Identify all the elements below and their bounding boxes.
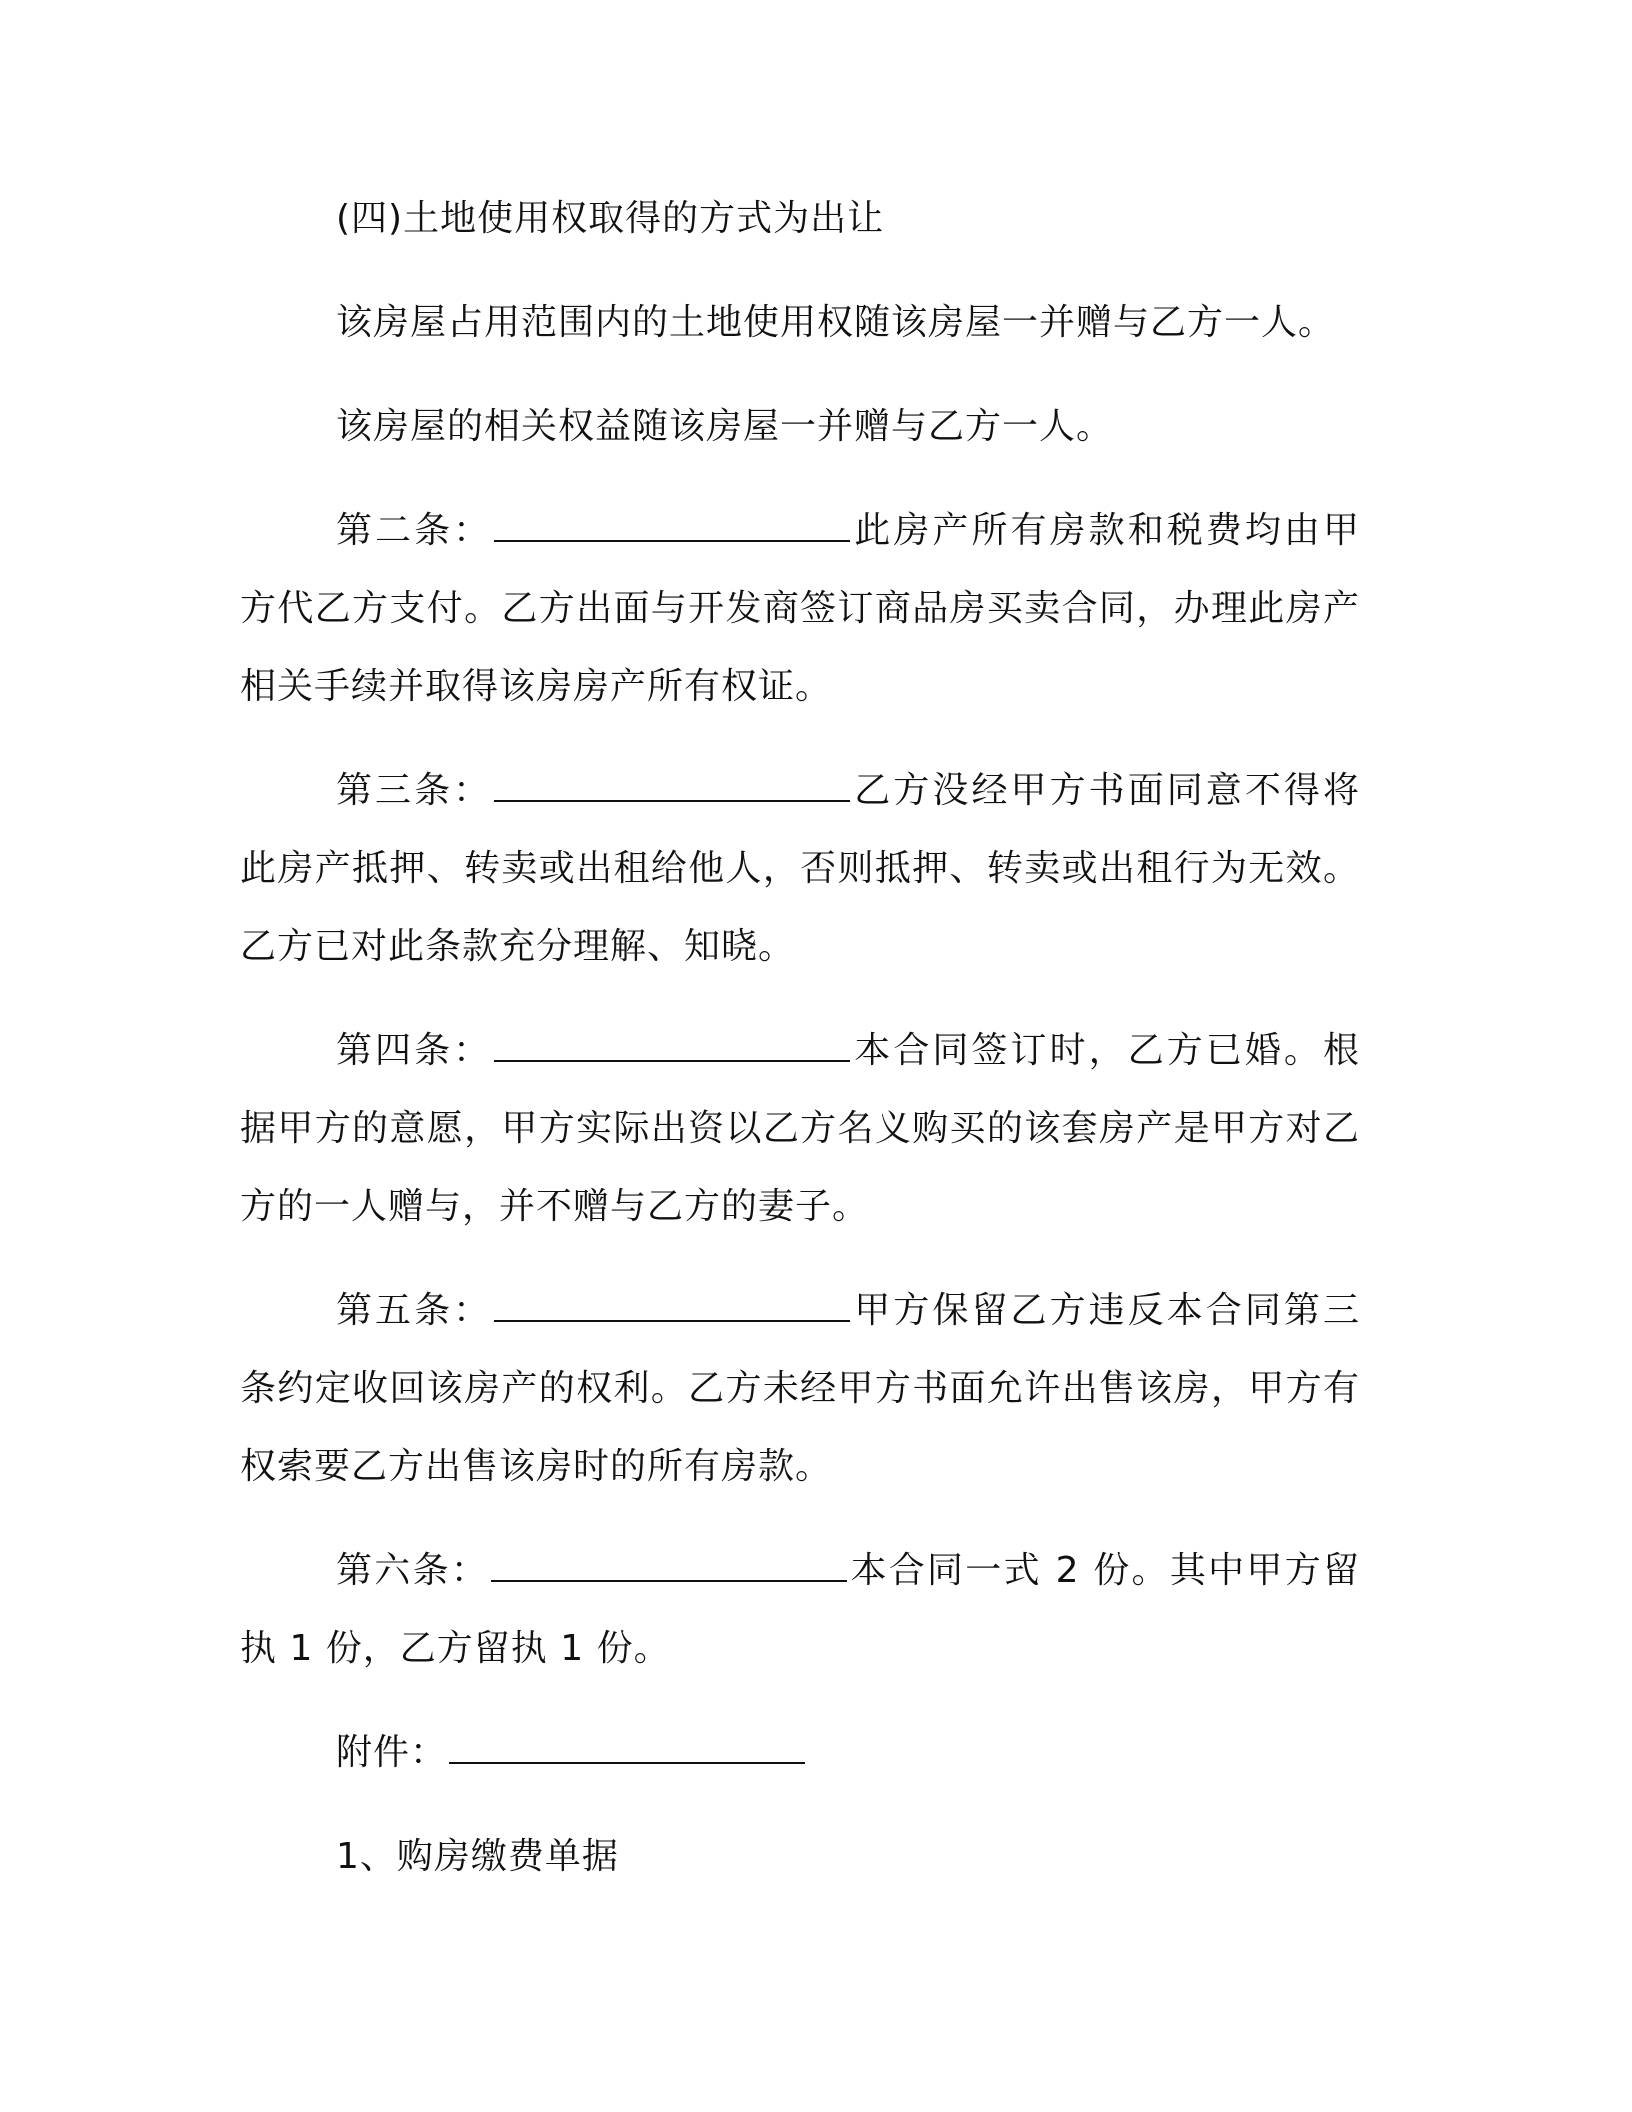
clause-4 bbox=[240, 1012, 1360, 1246]
document-page bbox=[240, 180, 1360, 1922]
clause-5-blank bbox=[494, 1290, 850, 1322]
clause-6 bbox=[240, 1532, 1360, 1688]
clause-2-blank bbox=[494, 510, 850, 542]
clause-2-text: 此房产所有房款和税费均由甲方代乙方支付。乙方出面与开发商签订商品房买卖合同，办理此房产相关手续并取得该房房产所有权证。 bbox=[240, 510, 1360, 707]
attachment-blank bbox=[449, 1732, 805, 1764]
clause-3 bbox=[240, 752, 1360, 986]
clause-6-text: 本合同一式 2 份。其中甲方留执 1 份，乙方留执 1 份。 bbox=[240, 1550, 1360, 1669]
clause-6-label: 第六条： bbox=[336, 1550, 490, 1591]
land-method-line: (四)土地使用权取得的方式为出让 bbox=[336, 198, 885, 239]
clause-4-label: 第四条： bbox=[336, 1030, 493, 1071]
clause-3-text: 乙方没经甲方书面同意不得将此房产抵押、转卖或出租给他人，否则抵押、转卖或出租行为无效。乙方已对此条款充分理解、知晓。 bbox=[240, 770, 1360, 967]
clause-4-text: 本合同签订时，乙方已婚。根据甲方的意愿，甲方实际出资以乙方名义购买的该套房产是甲方对乙方的一人赠与，并不赠与乙方的妻子。 bbox=[240, 1030, 1360, 1227]
clause-5-text: 甲方保留乙方违反本合同第三条约定收回该房产的权利。乙方未经甲方书面允许出售该房，甲方有权索要乙方出售该房时的所有房款。 bbox=[240, 1290, 1360, 1487]
clause-6-blank bbox=[491, 1550, 847, 1582]
clause-5-label: 第五条： bbox=[336, 1290, 493, 1331]
land-right-line: 该房屋占用范围内的土地使用权随该房屋一并赠与乙方一人。 bbox=[336, 302, 1336, 343]
related-rights-line: 该房屋的相关权益随该房屋一并赠与乙方一人。 bbox=[336, 406, 1114, 447]
clause-2-label: 第二条： bbox=[336, 510, 493, 551]
clause-3-label: 第三条： bbox=[336, 770, 493, 811]
attachment-line bbox=[240, 1714, 1360, 1792]
clause-5 bbox=[240, 1272, 1360, 1506]
clause-3-blank bbox=[494, 770, 850, 802]
clause-2 bbox=[240, 492, 1360, 726]
attachment-item-1: 1、购房缴费单据 bbox=[336, 1836, 619, 1877]
attachment-label: 附件： bbox=[336, 1732, 448, 1773]
clause-4-blank bbox=[494, 1030, 850, 1062]
